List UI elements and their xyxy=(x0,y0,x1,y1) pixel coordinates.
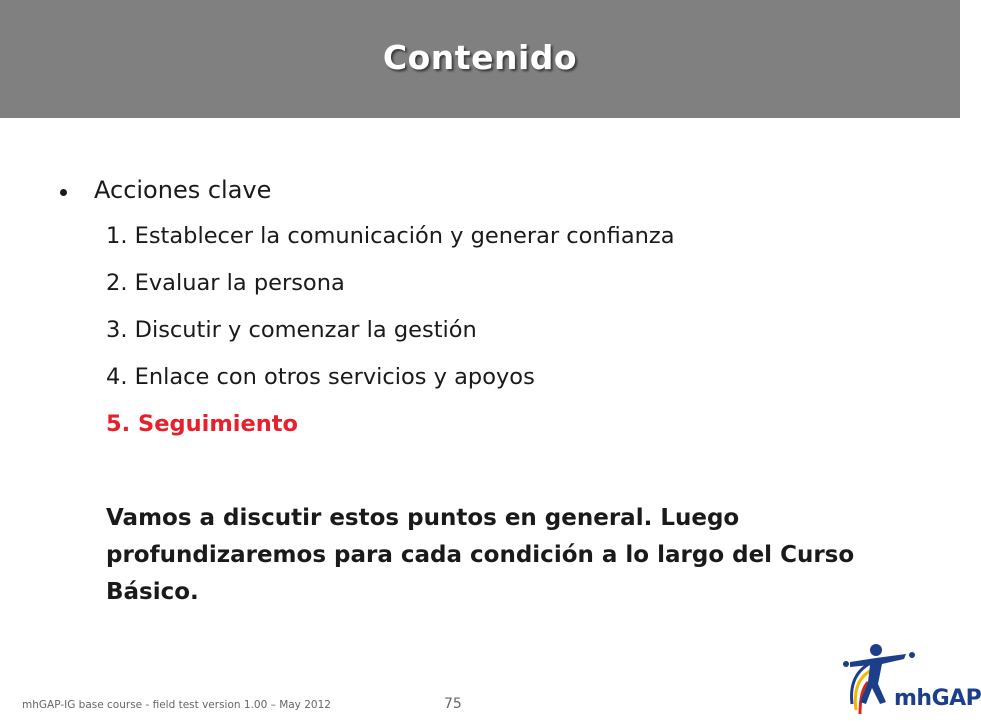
step-item: 2. Evaluar la persona xyxy=(106,270,345,296)
step-item: 4. Enlace con otros servicios y apoyos xyxy=(106,364,535,390)
footer-text: mhGAP-IG base course - field test version 1.00 – May 2012 xyxy=(22,699,331,711)
note-text: Vamos a discutir estos puntos en general. Luego profundizaremos para cada condición a lo largo del Curso Básico. xyxy=(106,505,855,605)
mhgap-logo xyxy=(838,640,981,720)
bullet-dot-icon xyxy=(60,189,67,196)
slide-title: Contenido xyxy=(382,38,578,77)
page-number: 75 xyxy=(444,696,462,712)
step-item: 1. Establecer la comunicación y generar confianza xyxy=(106,223,675,249)
logo-text: mhGAP xyxy=(894,686,981,711)
step-item-highlighted: 5. Seguimiento xyxy=(106,411,298,437)
bullet-text: Acciones clave xyxy=(94,176,272,204)
steps-list xyxy=(106,223,675,458)
step-item: 3. Discutir y comenzar la gestión xyxy=(106,317,477,343)
